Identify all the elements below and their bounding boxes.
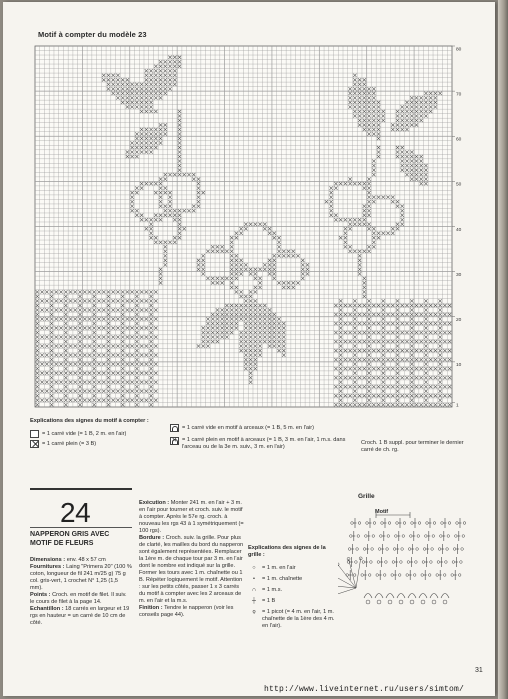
grille-legend-item [249,587,341,594]
legend-croch-note: Croch. 1 B suppl. pour terminer le dernier carré de ch. rg. [361,440,464,453]
stitch-symbol-icon: ┼ [252,598,256,604]
stitch-symbol-icon: ǫ [252,609,256,615]
grille-legend-text: = 1 m.s. [262,587,283,593]
grille-legend-item [249,598,341,605]
empty-square-icon [30,430,39,438]
grille-legend-item [249,576,341,583]
stitch-symbol-icon: ○ [252,565,256,571]
arc-square-icon [170,424,179,432]
grille-legend-text: = 1 m. chaînette [262,576,303,582]
arc-crossed-square-icon [170,437,179,445]
row-number-label: 40 [456,227,462,233]
instructions-column-2: Exécution : Monter 241 m. en l'air + 3 m. en l'air pour tourner et croch. suiv. le motif à compter. Après le 57e rg. croch. à nouveau les rgs 43 à 1 symétriquement (= 100 rgs). Bordure : Croch. suiv. la grille. Pour plus de clarté, les mailles du bord du napperon sont également représentées. Remplacer la 1ère m. de chaque tour par 3 m. en l'air dont le nombre est indiqué sur la grille. Former les tours avec 1 m. chaînette ou 1 B. Répéter logiquement le motif. Attention : sur les petits côtés, passer 1 x 3 carrés du motif à compter avec les 2 arceaux de m. en l'air et la m.s. Finition : Tendre le napperon (voir les conseils page 44). [139,500,244,618]
row-number-label: 10 [456,363,462,369]
instructions-column-1: Dimensions : env. 48 x 57 cm Fournitures : Laing "Primera 20" (100 % coton, longueur de fil 241 m/25 g) 75 g col. gris-vert, 1 crochet N° 1,25 (1,5 mm). Points : Croch. en motif de filet. Il suiv. le cours de filet à la page 14. Echantillon : 18 carrés en largeur et 19 rgs en hauteur = un carré de 10 cm de côté. [30,557,132,626]
crossed-square-icon [30,440,39,448]
row-number-label: 60 [456,137,462,143]
watermark-url: http://www.liveinternet.ru/users/simtom/ [264,685,465,694]
model-number: 24 [60,497,91,528]
legend-full: = 1 carré plein (= 3 B) [30,440,96,448]
grille-legend-text: = 1 B [262,598,276,604]
legend-arc-full: ✕ = 1 carré plein en motif à arceaux (= 1 B, 3 m. en l'air, 1 m.s. dans l'arceau ou de la 3e m. suiv., 3 m. en l'air) [170,437,355,451]
row-number-label: 1 [456,403,459,409]
row-number-label: 80 [456,47,462,53]
row-number-label: 70 [456,92,462,98]
legend-empty: = 1 carré vide (= 1 B, 2 m. en l'air) [30,430,126,438]
grille-legend-heading: Explications des signes de la grille : [248,545,326,558]
border-grille-diagram [338,503,478,623]
grille-title: Grille [358,493,375,500]
grille-legend-item [249,565,341,572]
heading-rule [30,488,132,490]
grille-legend-text: = 1 picot (= 4 m. en l'air, 1 m. chaînette de la 1ère des 4 m. en l'air). [262,609,335,629]
legend-heading: Explications des signes du motif à compter : [30,418,149,424]
stitch-symbol-icon: ∩ [251,587,257,593]
row-number-label: 50 [456,182,462,188]
grille-motif-label: Motif [375,509,389,515]
legend-arc: = 1 carré vide en motif à arceaux (= 1 B, 5 m. en l'air) [170,424,355,432]
page-number: 31 [475,667,483,674]
chart-title: Motif à compter du modèle 23 [38,30,147,39]
grille-legend-text: = 1 m. en l'air [262,565,296,571]
row-number-label: 20 [456,318,462,324]
heading-rule-thin [30,527,132,528]
row-number-label: 30 [456,272,462,278]
stitch-symbol-icon: • [253,576,255,582]
grille-legend-item [249,609,341,630]
model-title: NAPPERON GRIS AVEC MOTIF DE FLEURS [30,531,110,547]
